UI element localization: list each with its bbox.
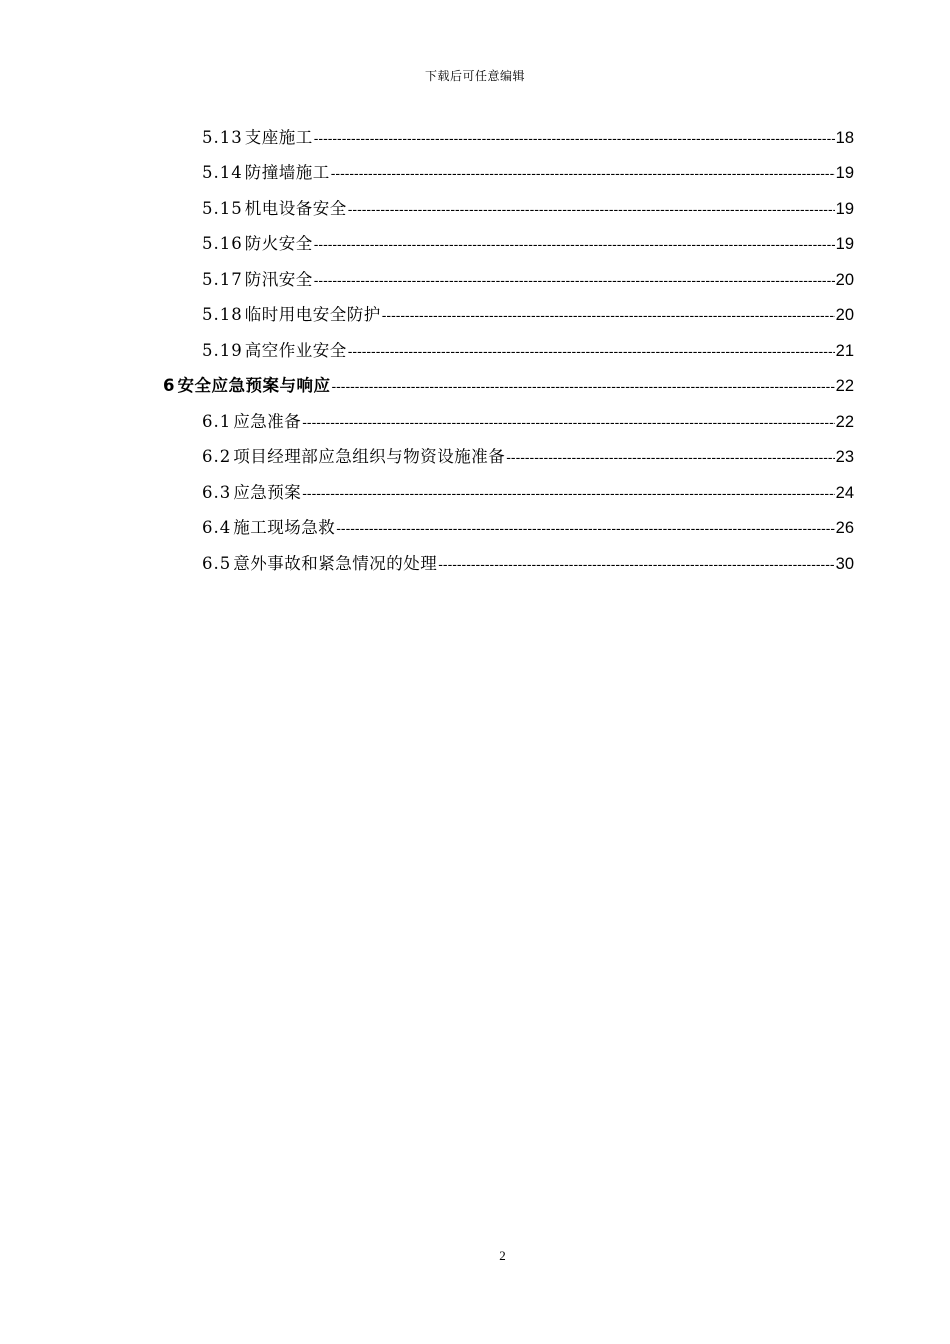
toc-entry-page: 18 <box>835 129 854 147</box>
toc-entry[interactable] <box>202 230 854 258</box>
toc-entry-title: 项目经理部应急组织与物资设施准备 <box>233 447 506 466</box>
toc-entry-number: 6.3 <box>202 483 232 502</box>
toc-leader-dashes <box>302 414 834 430</box>
page-header: 下载后可任意编辑 <box>424 69 525 83</box>
toc-entry[interactable] <box>202 479 854 507</box>
toc-leader-dashes <box>302 485 834 501</box>
toc-entry-number: 6.1 <box>202 412 232 431</box>
toc-entry[interactable] <box>202 124 854 152</box>
toc-entry-page: 24 <box>835 484 854 502</box>
toc-leader-dashes <box>314 236 835 252</box>
toc-entry-page: 21 <box>835 342 854 360</box>
toc-entry-title: 安全应急预案与响应 <box>177 376 331 395</box>
toc-entry[interactable] <box>202 443 854 471</box>
toc-leader-dashes <box>382 307 835 323</box>
toc-entry-number: 5.16 <box>202 234 243 253</box>
toc-entry-page: 20 <box>835 306 854 324</box>
toc-leader-dashes <box>506 449 834 465</box>
toc-entry-number: 5.17 <box>202 270 243 289</box>
toc-entry-title: 施工现场急救 <box>233 518 336 537</box>
toc-leader-dashes <box>314 130 835 146</box>
toc-entry-number: 6 <box>163 376 175 395</box>
toc-entry-title: 临时用电安全防护 <box>244 305 381 324</box>
toc-entry[interactable] <box>202 301 854 329</box>
toc-entry-number: 6.2 <box>202 447 232 466</box>
toc-entry[interactable] <box>202 159 854 187</box>
toc-leader-dashes <box>348 201 835 217</box>
toc-entry[interactable] <box>202 266 854 294</box>
toc-entry-number: 5.15 <box>202 199 243 218</box>
toc-entry-page: 19 <box>835 200 854 218</box>
toc-leader-dashes <box>348 343 835 359</box>
toc-entry[interactable] <box>202 195 854 223</box>
toc-entry-page: 19 <box>835 164 854 182</box>
toc-leader-dashes <box>438 556 834 572</box>
toc-leader-dashes <box>314 272 835 288</box>
toc-entry-page: 22 <box>835 413 854 431</box>
toc-entry-title: 应急准备 <box>233 412 302 431</box>
toc-entry-page: 30 <box>835 555 854 573</box>
toc-entry-number: 5.14 <box>202 163 243 182</box>
toc-entry-number: 6.5 <box>202 554 232 573</box>
toc-entry-number: 5.13 <box>202 128 243 147</box>
toc-entry-page: 19 <box>835 235 854 253</box>
toc-leader-dashes <box>331 378 834 394</box>
page-number: 2 <box>499 1248 506 1263</box>
toc-leader-dashes <box>331 165 835 181</box>
toc-entry-title: 防火安全 <box>244 234 313 253</box>
toc-entry[interactable] <box>202 337 854 365</box>
toc-entry-page: 23 <box>835 448 854 466</box>
toc-entry-title: 机电设备安全 <box>244 199 347 218</box>
toc-entry-title: 防撞墙施工 <box>244 163 330 182</box>
toc-entry-title: 高空作业安全 <box>244 341 347 360</box>
toc-entry[interactable] <box>202 408 854 436</box>
toc-entry-page: 26 <box>835 519 854 537</box>
toc-entry-title: 支座施工 <box>244 128 313 147</box>
toc-entry-number: 5.19 <box>202 341 243 360</box>
toc-entry[interactable] <box>202 514 854 542</box>
toc-chapter-entry[interactable] <box>163 372 854 400</box>
toc-entry-page: 22 <box>835 377 854 395</box>
toc-entry[interactable] <box>202 550 854 578</box>
toc-entry-title: 防汛安全 <box>244 270 313 289</box>
toc-entry-title: 应急预案 <box>233 483 302 502</box>
toc-entry-number: 6.4 <box>202 518 232 537</box>
toc-entry-number: 5.18 <box>202 305 243 324</box>
toc-entry-page: 20 <box>835 271 854 289</box>
toc-entry-title: 意外事故和紧急情况的处理 <box>233 554 438 573</box>
toc-leader-dashes <box>336 520 834 536</box>
